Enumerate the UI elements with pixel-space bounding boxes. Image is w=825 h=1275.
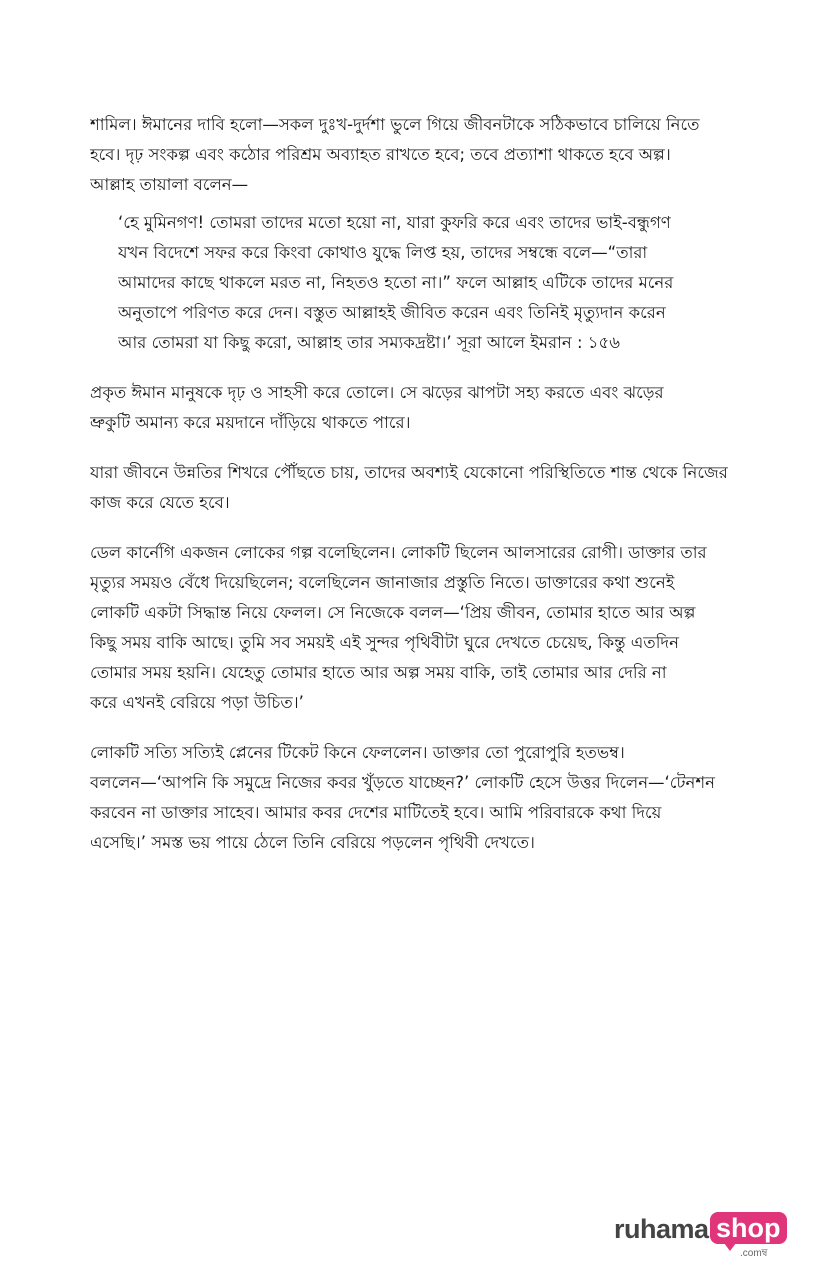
- quran-quote: [90, 208, 730, 358]
- text-line: কাজ করে যেতে হবে।: [90, 493, 230, 512]
- brand-domain: .comম্ব: [740, 1248, 768, 1259]
- paragraph-iman: [90, 378, 730, 438]
- quote-line: যখন বিদেশে সফর করে কিংবা কোথাও যুদ্ধে লিপ্ত হয়, তাদের সম্বন্ধে বলে—“তারা: [118, 243, 648, 262]
- text-line: শামিল। ঈমানের দাবি হলো—সকল দুঃখ-দুর্দশা ভুলে গিয়ে জীবনটাকে সঠিকভাবে চালিয়ে নিতে: [90, 115, 700, 134]
- quote-line: আমাদের কাছে থাকলে মরত না, নিহতও হতো না।” ফলে আল্লাহ এটিকে তাদের মনের: [118, 273, 674, 292]
- paragraph-carnegie: [90, 538, 730, 718]
- paragraph-ticket: [90, 738, 730, 858]
- brand-highlight: shop: [710, 1212, 787, 1244]
- text-line: আল্লাহ তায়ালা বলেন—: [90, 175, 249, 194]
- text-line: বললেন—‘আপনি কি সমুদ্রে নিজের কবর খুঁড়তে যাচ্ছেন?’ লোকটি হেসে উত্তর দিলেন—‘টেনশন: [90, 773, 715, 792]
- text-line: লোকটি সত্যি সত্যিই প্লেনের টিকেট কিনে ফেললেন। ডাক্তার তো পুরোপুরি হতভম্ব।: [90, 743, 625, 762]
- ruhamashop-logo: [614, 1210, 784, 1259]
- text-line: মৃত্যুর সময়ও বেঁধে দিয়েছিলেন; বলেছিলেন জানাজার প্রস্তুতি নিতে। ডাক্তারের কথা শুনেই: [90, 573, 675, 592]
- text-line: করবেন না ডাক্তার সাহেব। আমার কবর দেশের মাটিতেই হবে। আমি পরিবারকে কথা দিয়ে: [90, 803, 662, 822]
- text-line: লোকটি একটা সিদ্ধান্ত নিয়ে ফেলল। সে নিজেকে বলল—‘প্রিয় জীবন, তোমার হাতে আর অল্প: [90, 603, 696, 622]
- text-line: এসেছি।’ সমস্ত ভয় পায়ে ঠেলে তিনি বেরিয়ে পড়লেন পৃথিবী দেখতে।: [90, 833, 535, 852]
- brand-name: ruhama: [614, 1214, 709, 1244]
- quote-line: অনুতাপে পরিণত করে দেন। বস্তুত আল্লাহই জীবিত করেন এবং তিনিই মৃত্যুদান করেন: [118, 303, 666, 322]
- text-line: প্রকৃত ঈমান মানুষকে দৃঢ় ও সাহসী করে তোলে। সে ঝড়ের ঝাপটা সহ্য করতে এবং ঝড়ের: [90, 383, 664, 402]
- text-line: তোমার সময় হয়নি। যেহেতু তোমার হাতে আর অল্প সময় বাকি, তাই তোমার আর দেরি না: [90, 663, 667, 682]
- quote-line: ‘হে মুমিনগণ! তোমরা তাদের মতো হয়ো না, যারা কুফরি করে এবং তাদের ভাই-বন্ধুগণ: [118, 213, 671, 232]
- text-line: করে এখনই বেরিয়ে পড়া উচিত।’: [90, 693, 304, 712]
- text-line: হবে। দৃঢ় সংকল্প এবং কঠোর পরিশ্রম অব্যাহত রাখতে হবে; তবে প্রত্যাশা থাকতে হবে অল্প।: [90, 145, 671, 164]
- paragraph-intro: [90, 110, 730, 200]
- text-line: যারা জীবনে উন্নতির শিখরে পৌঁছতে চায়, তাদের অবশ্যই যেকোনো পরিস্থিতিতে শান্ত থেকে নিজের: [90, 463, 728, 482]
- page-body: [90, 110, 730, 858]
- paragraph-progress: [90, 458, 730, 518]
- quote-line: আর তোমরা যা কিছু করো, আল্লাহ তার সম্যকদ্রষ্টা।’ সূরা আলে ইমরান : ১৫৬: [118, 333, 620, 352]
- text-line: ডেল কার্নেগি একজন লোকের গল্প বলেছিলেন। লোকটি ছিলেন আলসারের রোগী। ডাক্তার তার: [90, 543, 707, 562]
- text-line: ভ্রুকুটি অমান্য করে ময়দানে দাঁড়িয়ে থাকতে পারে।: [90, 413, 411, 432]
- text-line: কিছু সময় বাকি আছে। তুমি সব সময়ই এই সুন্দর পৃথিবীটা ঘুরে দেখতে চেয়েছ, কিন্তু এতদিন: [90, 633, 679, 652]
